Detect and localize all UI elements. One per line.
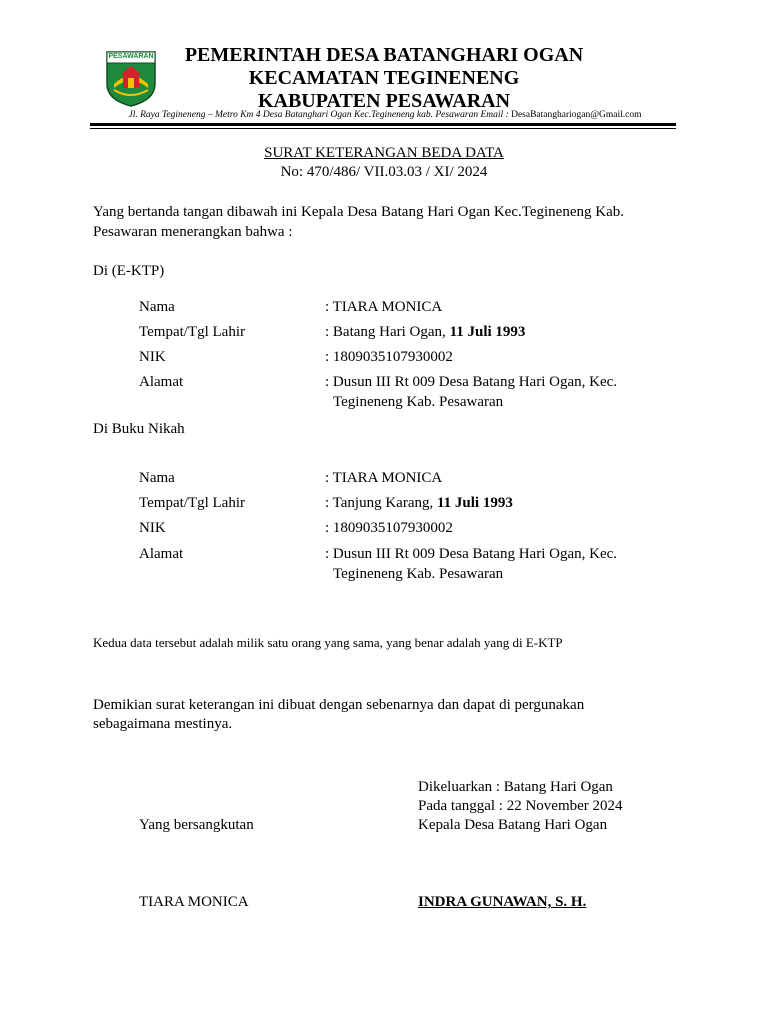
nikah-value-nik: : 1809035107930002 xyxy=(325,520,453,536)
letterhead-rule-thick xyxy=(90,123,676,126)
ektp-label-nik: NIK xyxy=(139,349,166,365)
intro-line-1: Yang bertanda tangan dibawah ini Kepala Desa Batang Hari Ogan Kec.Tegineneng Kab. xyxy=(93,204,624,220)
issued-at: Dikeluarkan : Batang Hari Ogan xyxy=(418,779,613,795)
ektp-label-alamat: Alamat xyxy=(139,374,184,390)
nikah-value-nama: : TIARA MONICA xyxy=(325,470,443,486)
nikah-label-alamat: Alamat xyxy=(139,546,184,562)
letterhead-line-1: PEMERINTAH DESA BATANGHARI OGAN xyxy=(184,44,584,66)
nikah-label-ttl: Tempat/Tgl Lahir xyxy=(139,495,245,511)
letterhead-rule-thin xyxy=(90,128,676,129)
section-ektp-heading: Di (E-KTP) xyxy=(93,263,165,279)
letterhead-line-3: KABUPATEN PESAWARAN xyxy=(257,90,511,112)
ektp-label-ttl: Tempat/Tgl Lahir xyxy=(139,324,245,340)
official-name: INDRA GUNAWAN, S. H. xyxy=(418,894,587,910)
nikah-value-ttl xyxy=(325,495,513,512)
letterhead-address xyxy=(90,110,680,120)
ektp-label-nama: Nama xyxy=(139,299,175,315)
ektp-ttl-place: : Batang Hari Ogan, xyxy=(325,324,446,340)
section-nikah-heading: Di Buku Nikah xyxy=(93,421,185,437)
address-email: DesaBatanghariogan@Gmail.com xyxy=(511,110,642,120)
emblem-text: PESAWARAN xyxy=(108,53,154,60)
ektp-value-nik: : 1809035107930002 xyxy=(325,349,453,365)
ektp-value-ttl xyxy=(325,324,525,341)
ektp-value-nama: : TIARA MONICA xyxy=(325,299,443,315)
ektp-value-alamat-2: Tegineneng Kab. Pesawaran xyxy=(333,394,504,410)
address-text: Jl. Raya Tegineneng – Metro Km 4 Desa Batanghari Ogan Kec.Tegineneng kab. Pesawaran Email : xyxy=(128,110,509,120)
statement-text: Kedua data tersebut adalah milik satu orang yang sama, yang benar adalah yang di E-KTP xyxy=(93,635,563,650)
intro-line-2: Pesawaran menerangkan bahwa : xyxy=(93,224,293,240)
party-label: Yang bersangkutan xyxy=(139,817,254,833)
nikah-label-nik: NIK xyxy=(139,520,166,536)
nikah-value-alamat-1: : Dusun III Rt 009 Desa Batang Hari Ogan, Kec. xyxy=(325,546,618,562)
nikah-value-alamat-2: Tegineneng Kab. Pesawaran xyxy=(333,566,504,582)
closing-line-2: sebagaimana mestinya. xyxy=(93,716,233,732)
signer-position: Kepala Desa Batang Hari Ogan xyxy=(418,817,608,833)
regency-emblem xyxy=(104,44,158,108)
closing-line-1: Demikian surat keterangan ini dibuat dengan sebenarnya dan dapat di pergunakan xyxy=(93,697,585,713)
party-name: TIARA MONICA xyxy=(139,894,249,910)
nikah-ttl-place: : Tanjung Karang, xyxy=(325,495,434,511)
letter-title: SURAT KETERANGAN BEDA DATA xyxy=(264,145,504,161)
nikah-label-nama: Nama xyxy=(139,470,175,486)
issued-date: Pada tanggal : 22 November 2024 xyxy=(418,798,623,814)
letter-number: No: 470/486/ VII.03.03 / XI/ 2024 xyxy=(280,164,488,180)
ektp-ttl-date: 11 Juli 1993 xyxy=(449,324,526,340)
letterhead-line-2: KECAMATAN TEGINENENG xyxy=(248,67,520,89)
ektp-value-alamat-1: : Dusun III Rt 009 Desa Batang Hari Ogan, Kec. xyxy=(325,374,618,390)
nikah-ttl-date: 11 Juli 1993 xyxy=(436,495,513,511)
